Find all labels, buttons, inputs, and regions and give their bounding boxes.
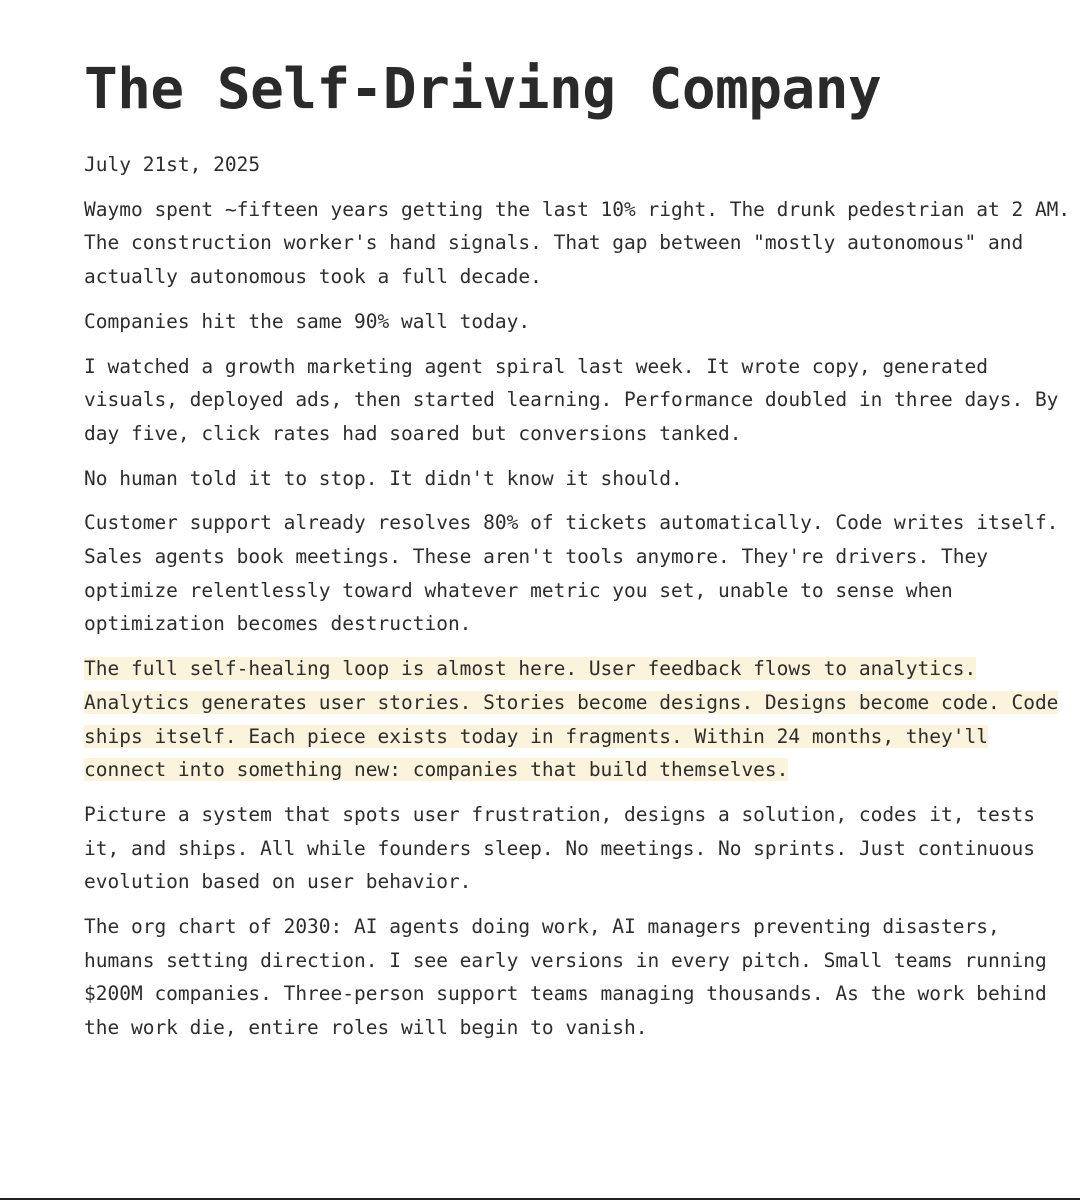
paragraph [84, 305, 1074, 339]
paragraph-text: Companies hit the same 90% wall today. [84, 309, 531, 333]
article [84, 58, 1074, 1056]
paragraph [84, 193, 1074, 294]
paragraph-text: Customer support already resolves 80% of tickets automatically. Code writes itself. Sales agents book meetings. These aren't tools anymore. They're drivers. They optimize relentlessly toward whatever metric you set, unable to sense when optimization becomes destruction. [84, 511, 1059, 636]
paragraph-text: No human told it to stop. It didn't know it should. [84, 466, 683, 490]
paragraph-text: I watched a growth marketing agent spiral last week. It wrote copy, generated visuals, deployed ads, then started learning. Performance doubled in three days. By day five, click rates had soared but conversions tanked. [84, 354, 1059, 445]
highlighted-paragraph [84, 652, 1074, 787]
paragraph [84, 506, 1074, 641]
article-date: July 21st, 2025 [84, 153, 261, 176]
paragraph [84, 910, 1074, 1045]
paragraph-text: The org chart of 2030: AI agents doing work, AI managers preventing disasters, humans setting direction. I see early versions in every pitch. Small teams running $200M companies. Three-person support teams managing thousands. As the work behind the work die, entire roles will begin to vanish. [84, 915, 1047, 1040]
paragraph [84, 798, 1074, 899]
highlighted-text: The full self-healing loop is almost here. User feedback flows to analytics. Analytics generates user stories. Stories become designs. Designs become code. Code ships itself. Each piece exists today in fragments. Within 24 months, they'll connect into something new: companies that build themselves. [84, 657, 1059, 782]
article-title: The Self-Driving Company [84, 57, 882, 122]
paragraph [84, 462, 1074, 496]
paragraph-text: Waymo spent ~fifteen years getting the last 10% right. The drunk pedestrian at 2 AM. The construction worker's hand signals. That gap between "mostly autonomous" and actually autonomous took a full decade. [84, 197, 1071, 289]
paragraph [84, 350, 1074, 451]
paragraph-text: Picture a system that spots user frustration, designs a solution, codes it, tests it, and ships. All while founders sleep. No meetings. No sprints. Just continuous evolution based on user behavior. [84, 802, 1035, 894]
